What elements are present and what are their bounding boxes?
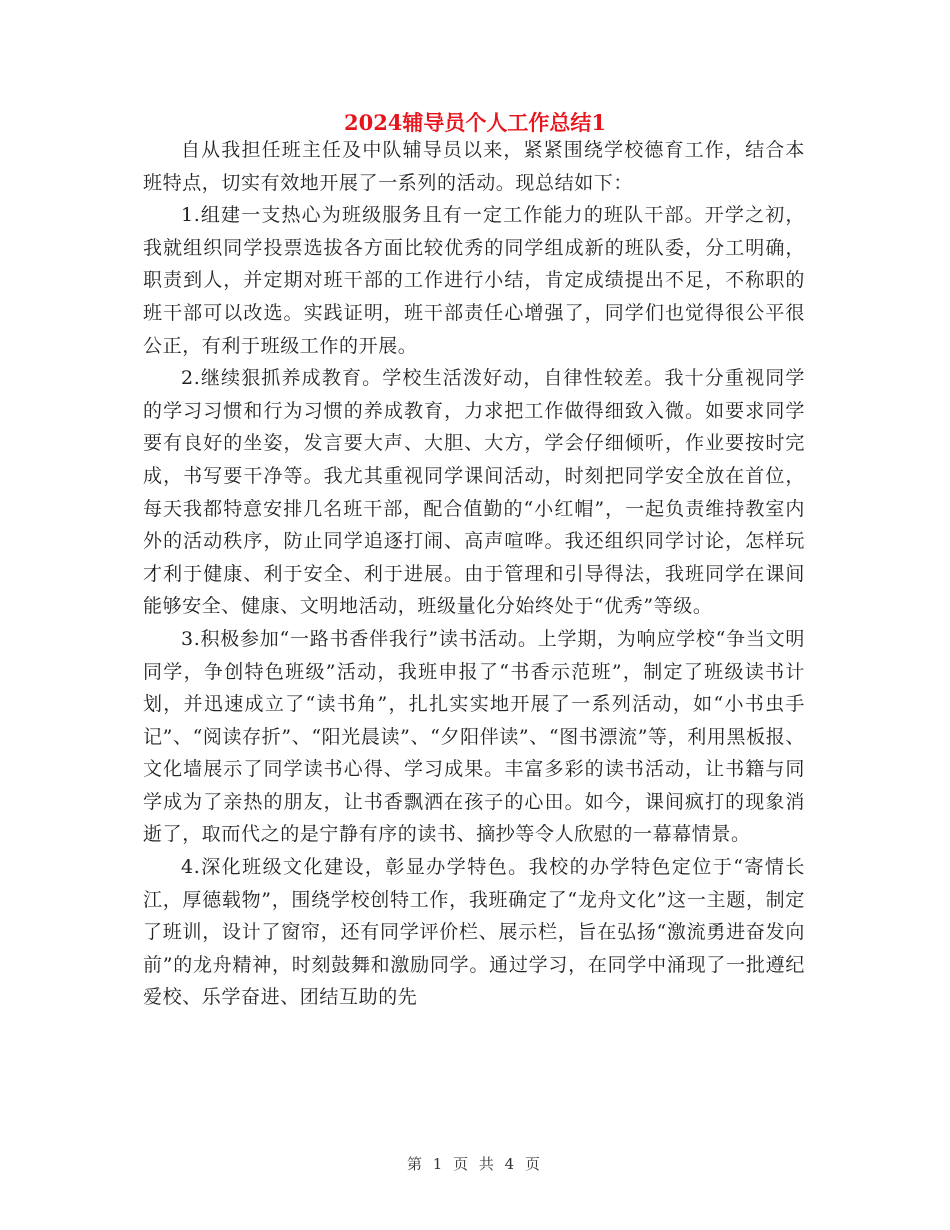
paragraph-3: 3.积极参加“一路书香伴我行”读书活动。上学期，为响应学校“争当文明同学，争创特色班级”活动，我班申报了“书香示范班”，制定了班级读书计划，并迅速成立了“读书角”，扎扎实实地开展了一系列活动，如“小书虫手记”、“阅读存折”、“阳光晨读”、“夕阳伴读”、“图书漂流”等，利用黑板报、文化墙展示了同学读书心得、学习成果。丰富多彩的读书活动，让书籍与同学成为了亲热的朋友，让书香飘洒在孩子的心田。如今，课间疯打的现象消逝了，取而代之的是宁静有序的读书、摘抄等令人欣慰的一幕幕情景。 bbox=[143, 627, 805, 846]
paragraph-4: 4.深化班级文化建设，彰显办学特色。我校的办学特色定位于“寄情长江，厚德载物”，围绕学校创特工作，我班确定了“龙舟文化”这一主题，制定了班训，设计了窗帘，还有同学评价栏、展示栏，旨在弘扬“激流勇进奋发向前”的龙舟精神，时刻鼓舞和激励同学。通过学习，在同学中涌现了一批遵纪爱校、乐学奋进、团结互助的先 bbox=[143, 856, 805, 1009]
paragraph-1: 1.组建一支热心为班级服务且有一定工作能力的班队干部。开学之初，我就组织同学投票选拔各方面比较优秀的同学组成新的班队委，分工明确，职责到人，并定期对班干部的工作进行小结，肯定成绩提出不足，不称职的班干部可以改选。实践证明，班干部责任心增强了，同学们也觉得很公平很公正，有利于班级工作的开展。 bbox=[143, 204, 805, 357]
document-body bbox=[143, 134, 805, 1014]
page-footer: 第 1 页 共 4 页 bbox=[407, 1155, 543, 1173]
paragraph-2: 2.继续狠抓养成教育。学校生活泼好动，自律性较差。我十分重视同学的学习习惯和行为习惯的养成教育，力求把工作做得细致入微。如要求同学要有良好的坐姿，发言要大声、大胆、大方，学会仔细倾听，作业要按时完成，书写要干净等。我尤其重视同学课间活动，时刻把同学安全放在首位，每天我都特意安排几名班干部，配合值勤的“小红帽”，一起负责维持教室内外的活动秩序，防止同学追逐打闹、高声喧哗。我还组织同学讨论，怎样玩才利于健康、利于安全、利于进展。由于管理和引导得法，我班同学在课间能够安全、健康、文明地活动，班级量化分始终处于“优秀”等级。 bbox=[143, 367, 805, 618]
document-title: 2024辅导员个人工作总结1 bbox=[343, 110, 607, 135]
paragraph-intro: 自从我担任班主任及中队辅导员以来，紧紧围绕学校德育工作，结合本班特点，切实有效地开展了一系列的活动。现总结如下： bbox=[143, 139, 805, 194]
